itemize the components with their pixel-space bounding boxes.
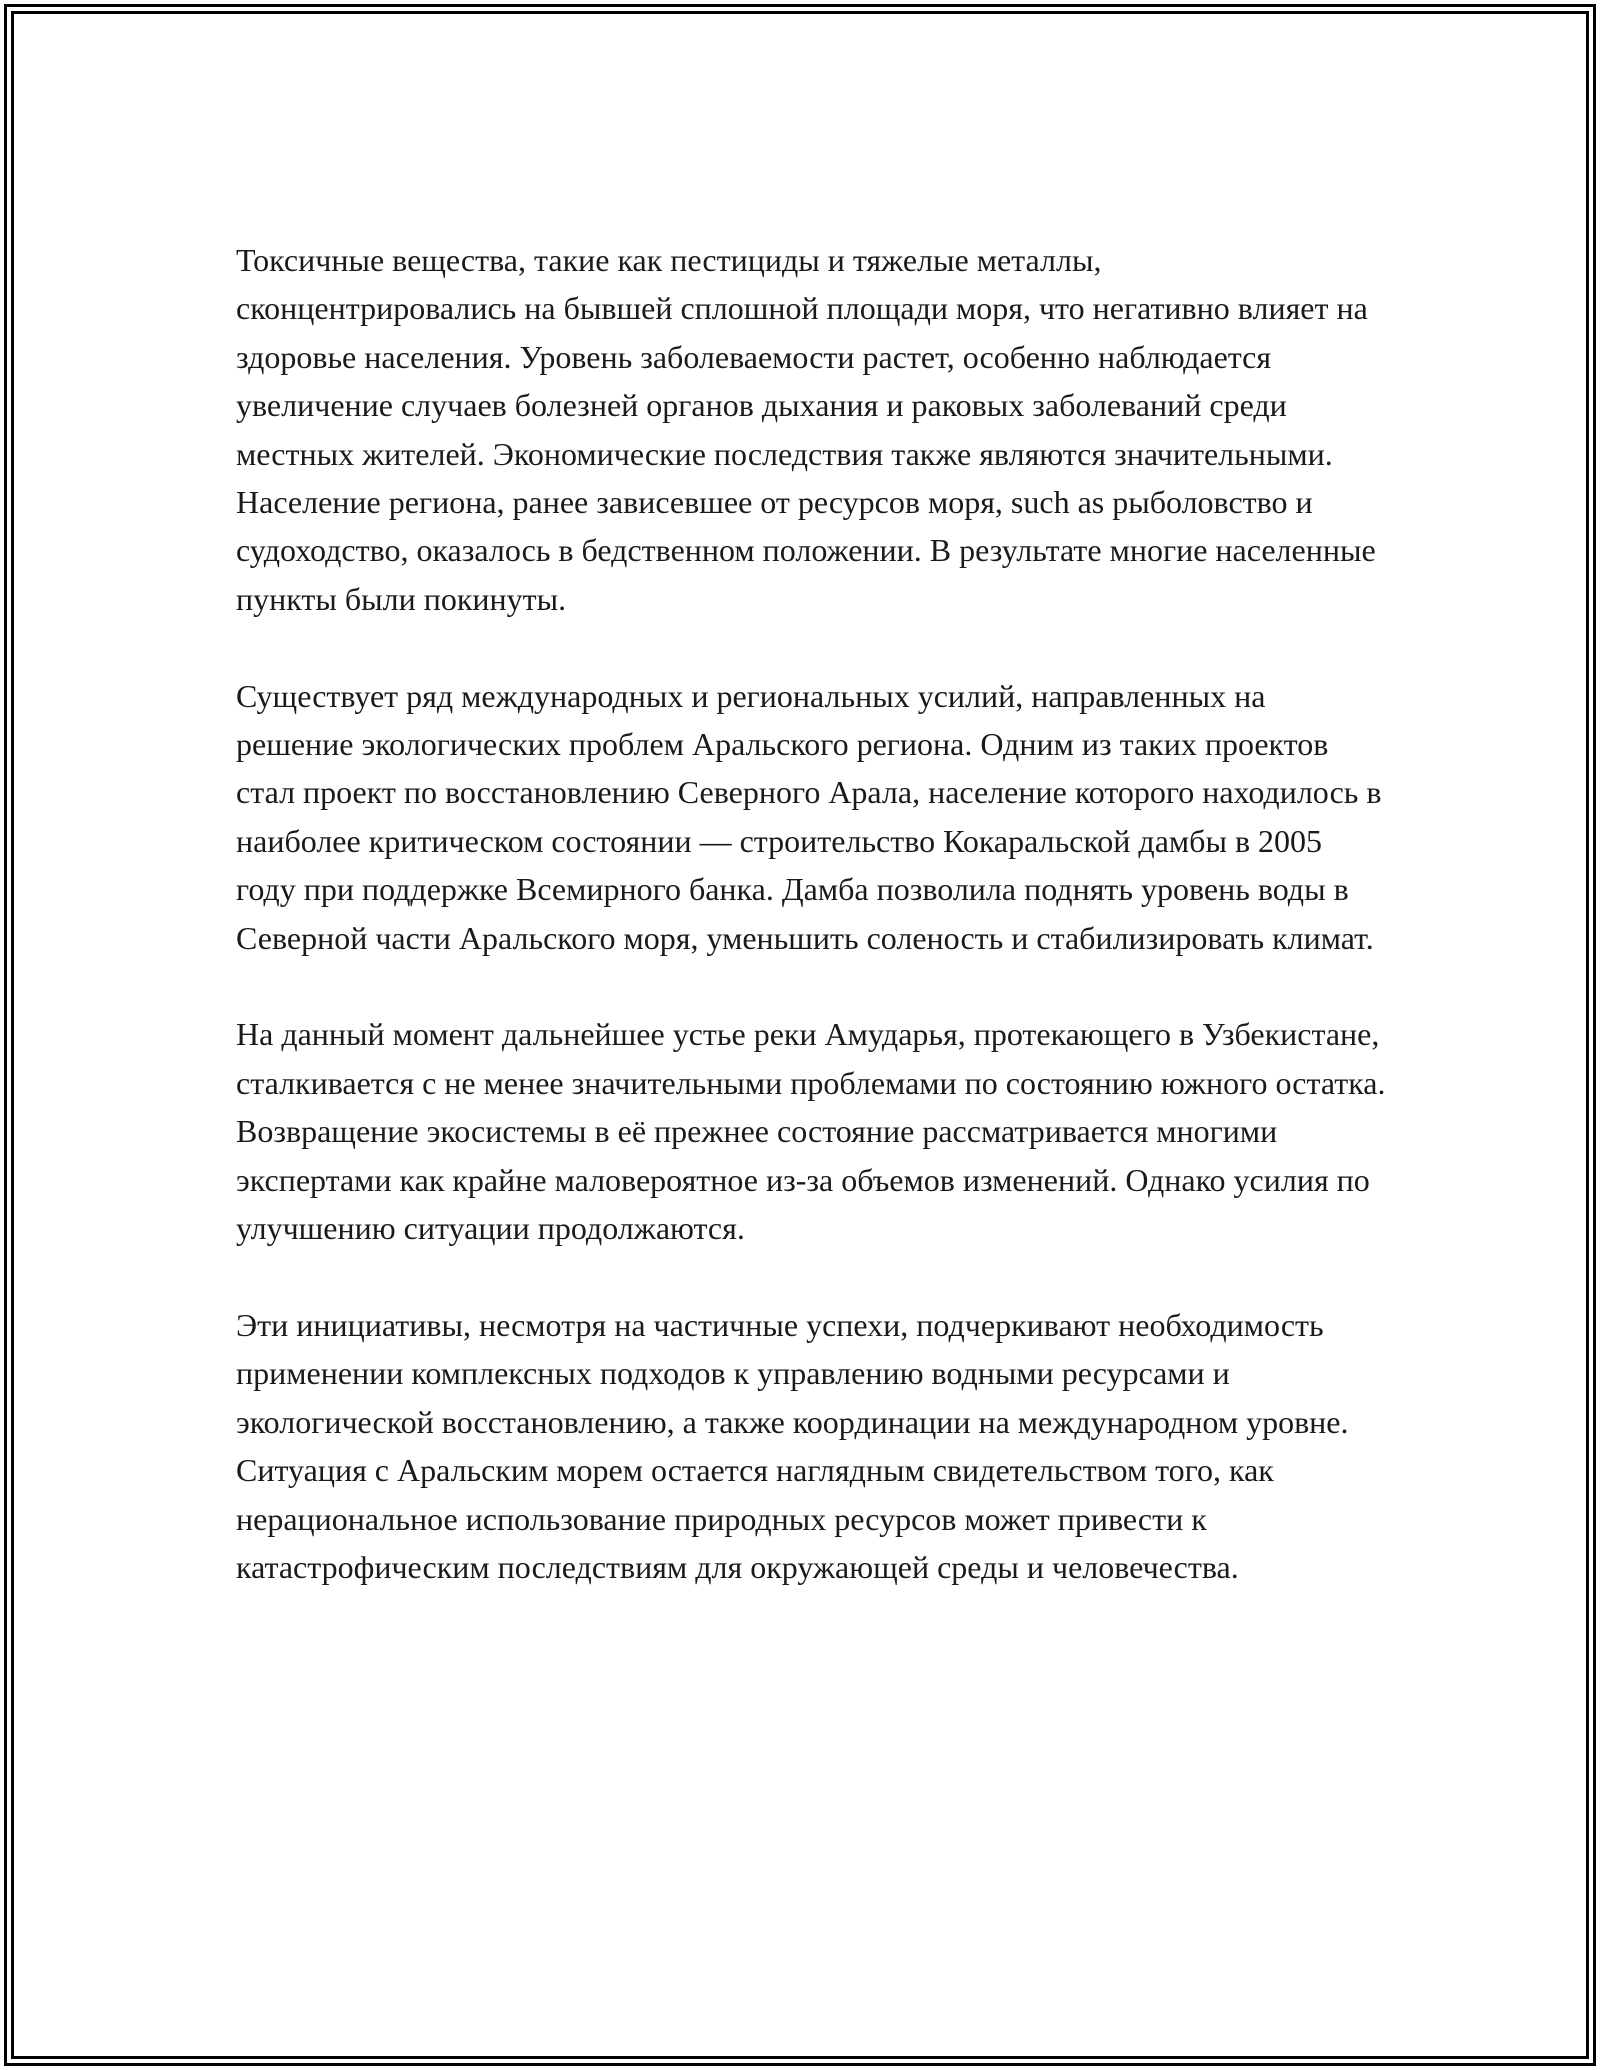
- paragraph-3: На данный момент дальнейшее устье реки Амударья, протекающего в Узбекистане, сталкивается с не менее значительными проблемами по состоянию южного остатка. Возвращение экосистемы в её прежнее состояние рассматривается многими экспертами как крайне маловероятное из-за объемов изменений. Однако усилия по улучшению ситуации продолжаются.: [236, 1016, 1386, 1247]
- paragraph-1: Токсичные вещества, такие как пестициды и тяжелые металлы, сконцентрировались на бывшей сплошной площади моря, что негативно влияет на здоровье населения. Уровень заболеваемости растет, особенно наблюдается увеличение случаев болезней органов дыхания и раковых заболеваний среди местных жителей. Экономические последствия также являются значительными. Население региона, ранее зависевшее от ресурсов моря, such as рыболовство и судоходство, оказалось в бедственном положении. В результате многие населенные пункты были покинуты.: [236, 242, 1376, 617]
- paragraph-4: Эти инициативы, несмотря на частичные успехи, подчеркивают необходимость применении комплексных подходов к управлению водными ресурсами и экологической восстановлению, а также координации на международном уровне. Ситуация с Аральским морем остается наглядным свидетельством того, как нерациональное использование природных ресурсов может привести к катастрофическим последствиям для окружающей среды и человечества.: [236, 1306, 1349, 1585]
- document-body: [236, 236, 1386, 1591]
- paragraph-2: Существует ряд международных и региональных усилий, направленных на решение экологических проблем Аральского региона. Одним из таких проектов стал проект по восстановлению Северного Арала, население которого находилось в наиболее критическом состоянии — строительство Кокаральской дамбы в 2005 году при поддержке Всемирного банка. Дамба позволила поднять уровень воды в Северной части Аральского моря, уменьшить соленость и стабилизировать климат.: [236, 677, 1382, 956]
